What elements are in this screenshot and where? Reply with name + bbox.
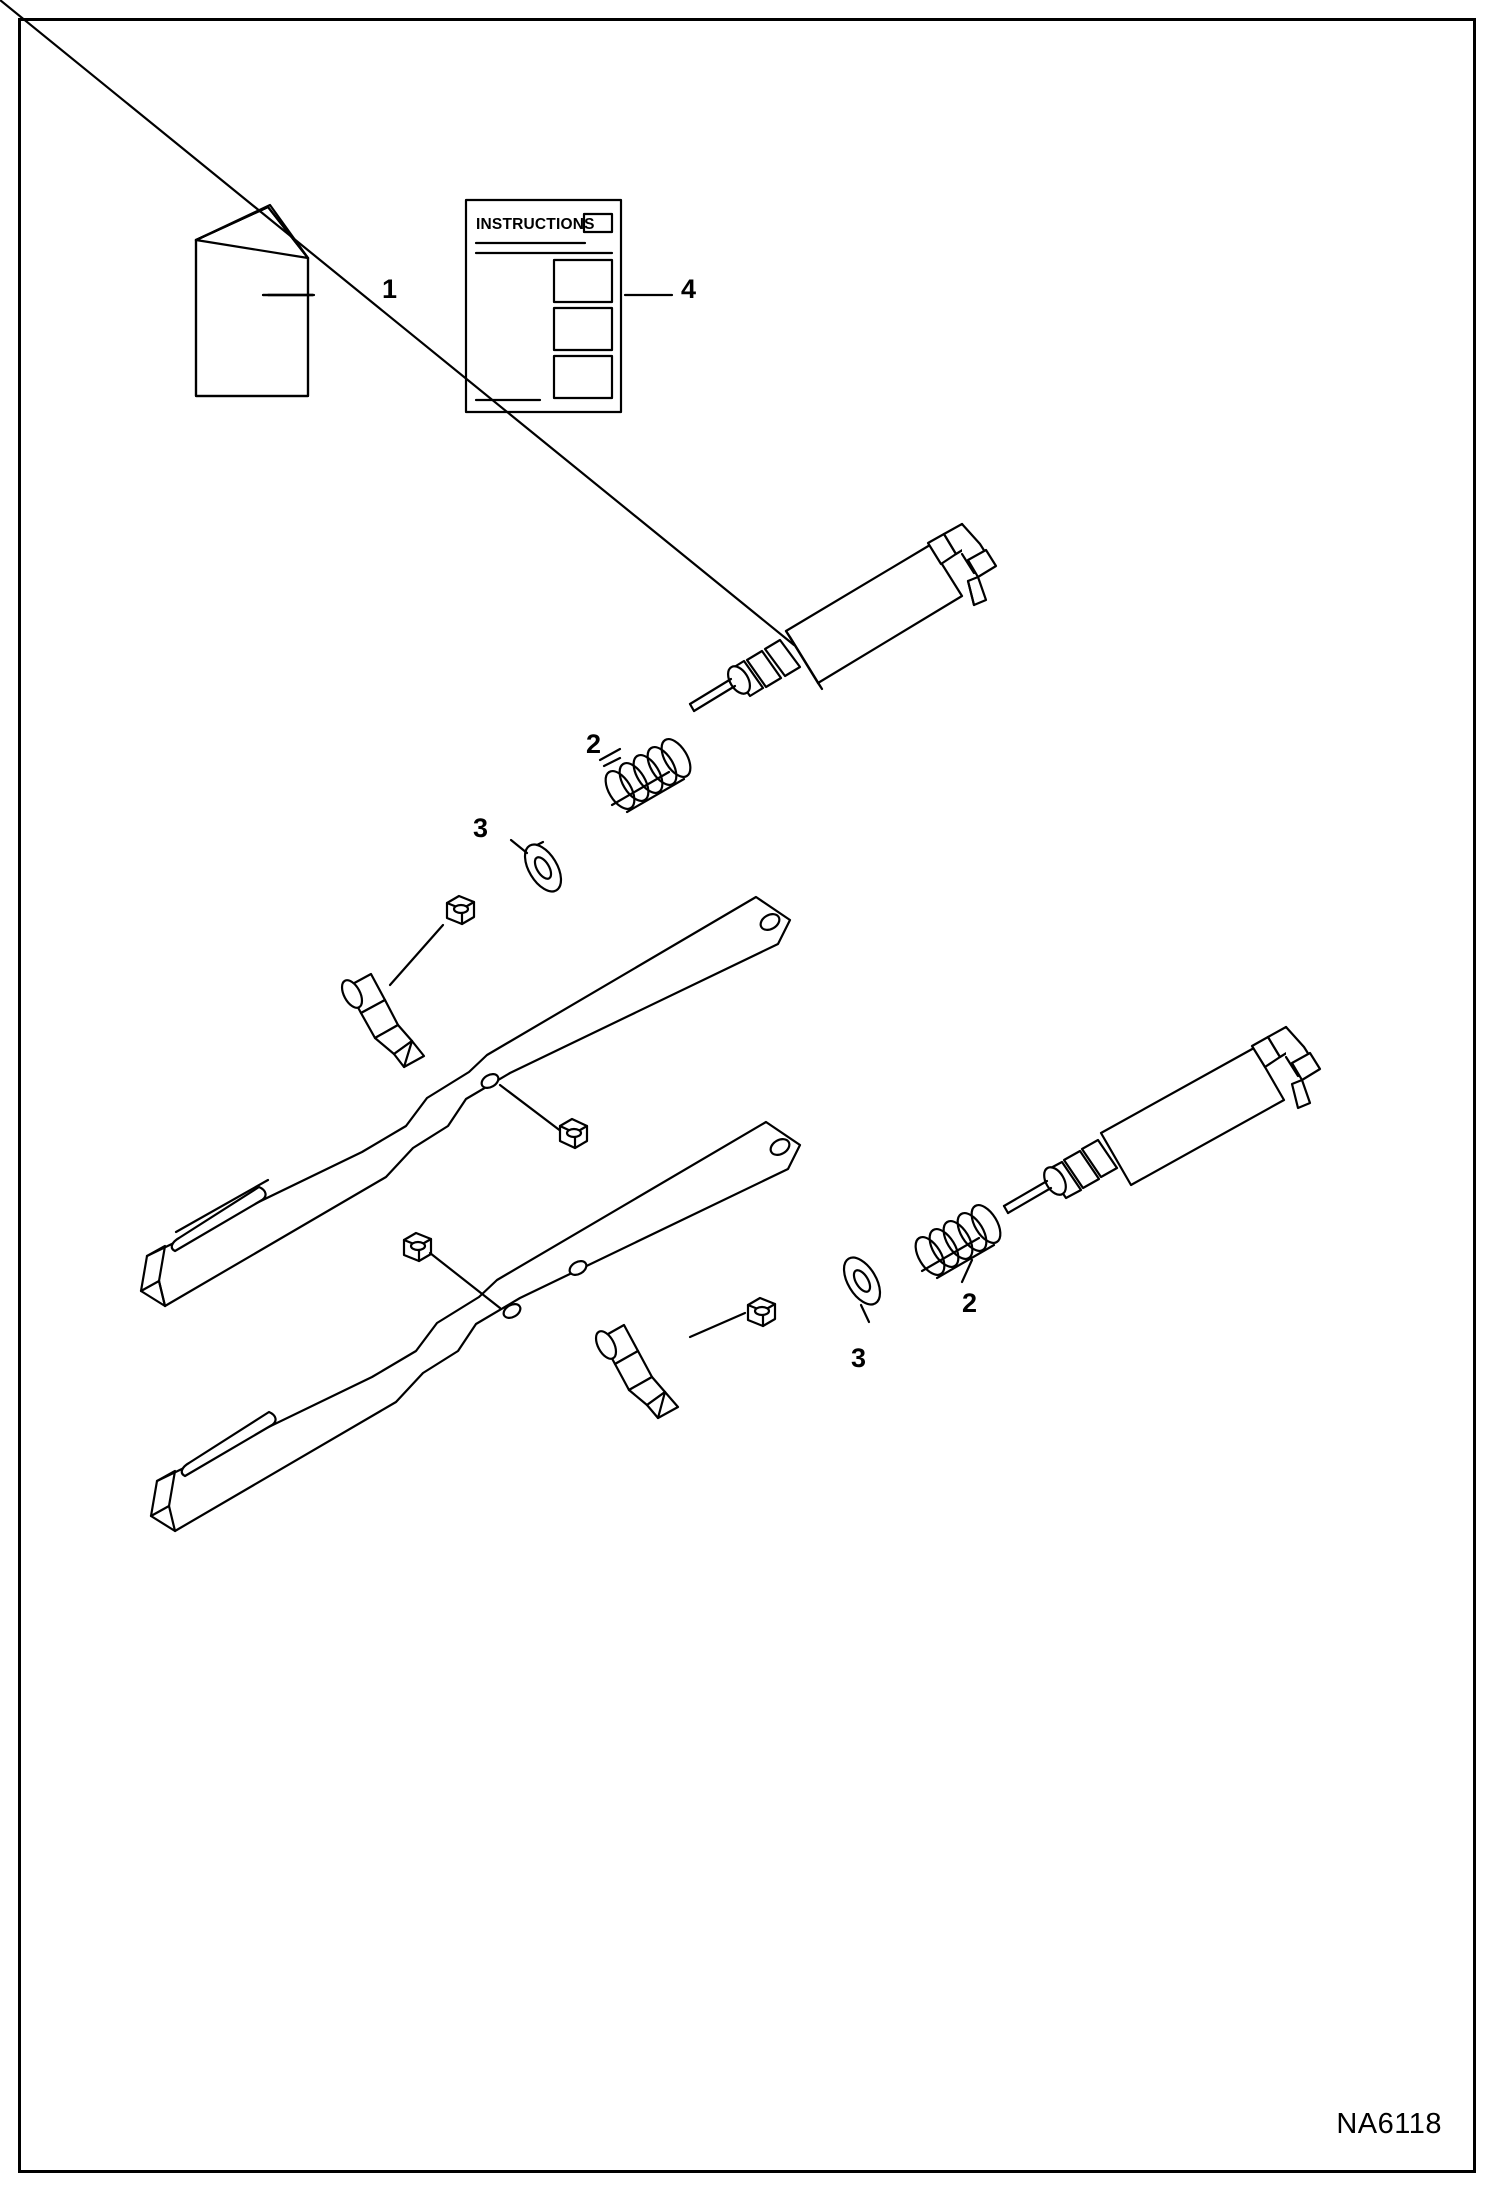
leader-3-lower — [861, 1305, 869, 1322]
carton-box — [196, 205, 308, 396]
leader-3-upper — [511, 840, 527, 853]
figure-code: NA6118 — [1336, 2108, 1442, 2140]
gas-cylinder-lower — [1004, 1027, 1320, 1213]
instruction-sheet-heading: INSTRUCTIONS — [476, 216, 595, 233]
leader-2-upper — [604, 758, 620, 766]
leader-bracket-upper — [500, 1085, 566, 1135]
leader-nut-bracket-lower — [430, 1253, 500, 1308]
callout-4: 4 — [681, 274, 697, 304]
nut-bracket-upper — [560, 1119, 587, 1148]
bracket-lower — [151, 1122, 800, 1531]
leader-nut-lower — [690, 1313, 745, 1337]
callout-3-upper: 3 — [473, 813, 489, 843]
elbow-fitting-lower — [592, 1325, 678, 1418]
leader-nut-upper — [390, 925, 443, 985]
callout-1: 1 — [382, 274, 398, 304]
nut-bracket-lower — [404, 1233, 431, 1261]
spring-lower — [910, 1200, 1006, 1279]
callout-3-lower: 3 — [851, 1343, 867, 1373]
callout-2-upper: 2 — [586, 729, 602, 759]
bracket-upper — [141, 897, 790, 1306]
washer-lower — [837, 1252, 888, 1311]
spring-upper — [600, 734, 696, 813]
washer-upper — [518, 839, 569, 898]
nut-upper — [447, 896, 474, 924]
callout-2-lower: 2 — [962, 1288, 978, 1318]
elbow-fitting-upper — [338, 974, 424, 1067]
nut-lower — [748, 1298, 775, 1326]
